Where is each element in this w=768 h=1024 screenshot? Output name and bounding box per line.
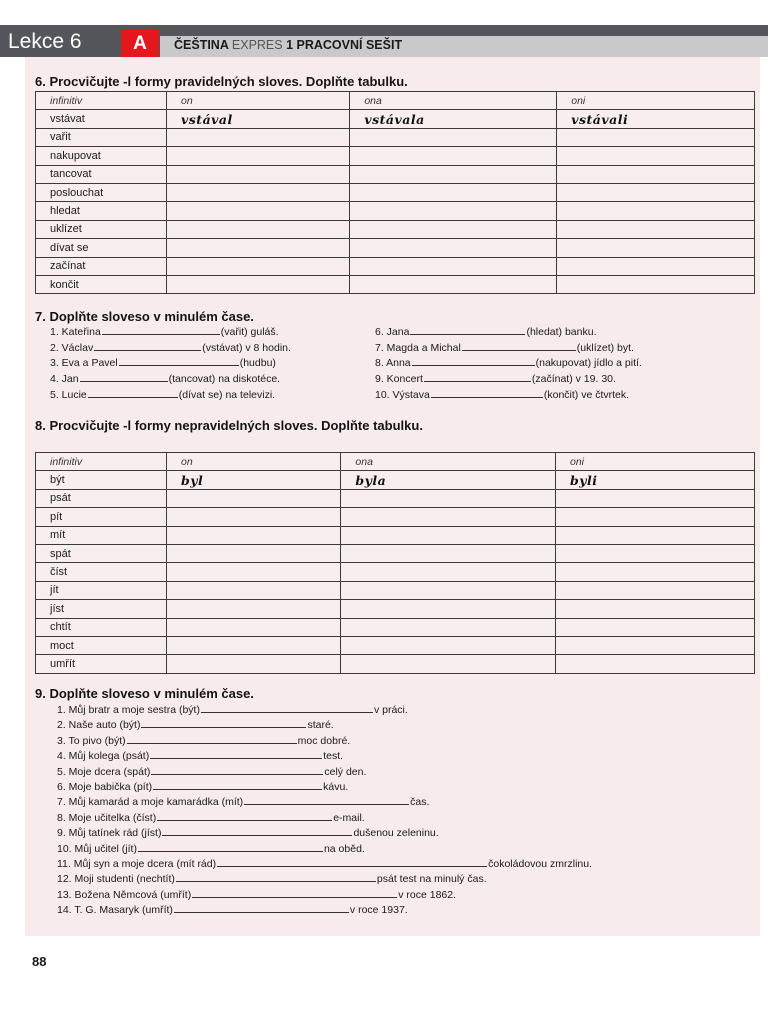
blank-line[interactable] (192, 888, 397, 898)
answer-cell[interactable] (556, 636, 755, 654)
item-hint: test. (323, 750, 344, 763)
answer-cell[interactable] (341, 581, 556, 599)
answer-cell[interactable] (167, 489, 341, 507)
table-row (36, 508, 755, 526)
answer-cell[interactable] (167, 526, 341, 544)
answer-cell[interactable] (557, 128, 755, 146)
blank-line[interactable] (88, 388, 178, 398)
table-row (36, 618, 755, 636)
item-hint: (dívat se) na televizi. (178, 388, 276, 401)
answer-cell[interactable] (350, 165, 557, 183)
item-prompt: 4. Můj kolega (psát) (57, 750, 150, 763)
answer-cell[interactable] (557, 275, 755, 293)
item-hint: (hudbu) (239, 357, 276, 370)
blank-line[interactable] (217, 857, 487, 867)
answer-cell[interactable] (350, 220, 557, 238)
answer-cell[interactable]: vstávala (350, 110, 557, 128)
table-row (36, 489, 755, 507)
ex7-item (50, 388, 275, 401)
item-hint: (vařit) guláš. (220, 326, 279, 338)
ex7-item (375, 388, 629, 401)
ex9-item (57, 888, 456, 901)
answer-cell[interactable] (557, 202, 755, 220)
item-prompt: 10. Výstava (375, 388, 430, 401)
column-header: infinitiv (36, 92, 167, 110)
ex9-item (57, 703, 408, 716)
answer-cell[interactable] (167, 655, 341, 673)
ex6-table (35, 91, 755, 294)
blank-line[interactable] (424, 372, 531, 382)
item-hint: na oběd. (323, 842, 365, 855)
infinitive-cell: číst (36, 563, 167, 581)
answer-cell[interactable] (557, 220, 755, 238)
item-hint: čas. (410, 796, 430, 809)
item-prompt: 1. Můj bratr a moje sestra (být) (57, 704, 200, 716)
blank-line[interactable] (201, 703, 373, 713)
blank-line[interactable] (80, 372, 168, 382)
infinitive-cell: dívat se (36, 239, 167, 257)
item-prompt: 3. To pivo (být) (57, 734, 126, 747)
infinitive-cell: chtít (36, 618, 167, 636)
item-hint: (vstávat) v 8 hodin. (202, 341, 291, 354)
table-row (36, 239, 755, 257)
ex7-item (375, 325, 597, 338)
answer-cell[interactable] (167, 600, 341, 618)
item-prompt: 8. Moje učitelka (číst) (57, 811, 157, 824)
item-prompt: 2. Václav (50, 341, 94, 354)
item-prompt: 3. Eva a Pavel (50, 357, 118, 370)
table-row (36, 275, 755, 293)
ex9-item (57, 795, 429, 808)
blank-line[interactable] (153, 780, 322, 790)
infinitive-cell: nakupovat (36, 147, 167, 165)
ex7-title: 7. Doplňte sloveso v minulém čase. (35, 309, 254, 324)
book-title-light: EXPRES (231, 38, 283, 52)
table-row (36, 636, 755, 654)
item-hint: čokoládovou zmrzlinu. (488, 858, 593, 870)
blank-line[interactable] (157, 811, 332, 821)
infinitive-cell: umřít (36, 655, 167, 673)
item-hint: v práci. (373, 704, 408, 716)
item-prompt: 10. Můj učitel (jít) (57, 842, 137, 855)
book-title-rest: 1 PRACOVNÍ SEŠIT (286, 38, 403, 52)
table-row (36, 655, 755, 673)
answer-cell[interactable]: vstával (167, 110, 350, 128)
book-title-bold: ČEŠTINA (174, 38, 229, 52)
table-header-row (36, 453, 755, 471)
item-hint: (hledat) banku. (526, 326, 597, 338)
answer-cell[interactable] (341, 489, 556, 507)
infinitive-cell: moct (36, 636, 167, 654)
column-header: on (167, 92, 350, 110)
blank-line[interactable] (244, 795, 409, 805)
table-row (36, 165, 755, 183)
answer-cell[interactable] (167, 220, 350, 238)
item-prompt: 2. Naše auto (být) (57, 719, 141, 732)
item-hint: dušenou zeleninu. (353, 827, 439, 840)
blank-line[interactable] (102, 325, 220, 335)
answer-cell[interactable] (557, 257, 755, 275)
item-prompt: 5. Lucie (50, 388, 87, 401)
infinitive-cell: uklízet (36, 220, 167, 238)
item-prompt: 4. Jan (50, 373, 79, 386)
answer-cell[interactable] (341, 600, 556, 618)
infinitive-cell: spát (36, 544, 167, 562)
answer-cell[interactable] (167, 563, 341, 581)
blank-line[interactable] (138, 842, 323, 852)
answer-cell[interactable] (350, 275, 557, 293)
ex6-title: 6. Procvičujte -l formy pravidelných sloves. Doplňte tabulku. (35, 74, 408, 89)
answer-cell[interactable] (167, 183, 350, 201)
infinitive-cell: poslouchat (36, 183, 167, 201)
blank-line[interactable] (151, 765, 323, 775)
answer-cell[interactable] (167, 257, 350, 275)
answer-cell[interactable] (341, 636, 556, 654)
infinitive-cell: vařit (36, 128, 167, 146)
answer-cell[interactable] (350, 257, 557, 275)
item-hint: v roce 1862. (398, 888, 457, 901)
table-row (36, 563, 755, 581)
blank-line[interactable] (174, 903, 349, 913)
item-hint: moc dobré. (297, 734, 351, 747)
item-prompt: 5. Moje dcera (spát) (57, 765, 151, 778)
answer-cell[interactable] (556, 655, 755, 673)
answer-cell[interactable] (341, 563, 556, 581)
answer-cell[interactable] (556, 526, 755, 544)
infinitive-cell: mít (36, 526, 167, 544)
answer-cell[interactable] (167, 544, 341, 562)
item-prompt: 7. Magda a Michal (375, 341, 461, 354)
infinitive-cell: jít (36, 581, 167, 599)
answer-cell[interactable] (556, 489, 755, 507)
blank-line[interactable] (141, 718, 306, 728)
infinitive-cell: psát (36, 489, 167, 507)
blank-line[interactable] (462, 341, 576, 351)
ex8-table (35, 452, 755, 674)
ex9-item (57, 780, 348, 793)
ex9-item (57, 765, 366, 778)
blank-line[interactable] (150, 749, 322, 759)
table-row (36, 183, 755, 201)
blank-line[interactable] (127, 734, 297, 744)
item-prompt: 8. Anna (375, 357, 411, 370)
item-hint: staré. (307, 719, 334, 732)
column-header: on (167, 453, 341, 471)
item-hint: e-mail. (333, 811, 365, 824)
ex7-item (50, 372, 280, 385)
answer-cell[interactable] (341, 526, 556, 544)
ex7-item (50, 325, 279, 338)
item-hint: (končit) ve čtvrtek. (543, 388, 630, 401)
answer-cell[interactable] (350, 128, 557, 146)
column-header: oni (556, 453, 755, 471)
table-row (36, 220, 755, 238)
answer-cell[interactable]: byli (556, 471, 755, 489)
ex7-item (50, 341, 291, 354)
column-header: oni (557, 92, 755, 110)
table-row (36, 581, 755, 599)
item-prompt: 12. Moji studenti (nechtít) (57, 873, 175, 886)
item-prompt: 13. Božena Němcová (umřít) (57, 888, 192, 901)
ex8-title: 8. Procvičujte -l formy nepravidelných sloves. Doplňte tabulku. (35, 418, 423, 433)
item-hint: (začínat) v 19. 30. (531, 373, 616, 386)
table-row (36, 471, 755, 489)
section-badge: A (121, 29, 159, 57)
table-row (36, 202, 755, 220)
answer-cell[interactable]: vstávali (557, 110, 755, 128)
table-row (36, 600, 755, 618)
answer-cell[interactable] (341, 544, 556, 562)
answer-cell[interactable] (167, 128, 350, 146)
ex9-item (57, 826, 439, 839)
answer-cell[interactable] (167, 618, 341, 636)
answer-cell[interactable] (167, 239, 350, 257)
table-row (36, 128, 755, 146)
item-prompt: 6. Jana (375, 326, 410, 338)
lesson-label: Lekce 6 (8, 30, 82, 53)
item-hint: (tancovat) na diskotéce. (168, 373, 281, 386)
column-header: ona (341, 453, 556, 471)
answer-cell[interactable] (556, 600, 755, 618)
answer-cell[interactable] (556, 581, 755, 599)
item-prompt: 14. T. G. Masaryk (umřít) (57, 904, 173, 917)
column-header: infinitiv (36, 453, 167, 471)
infinitive-cell: pít (36, 508, 167, 526)
ex7-item (50, 356, 276, 369)
answer-cell[interactable] (167, 147, 350, 165)
answer-cell[interactable] (341, 508, 556, 526)
column-header: ona (350, 92, 557, 110)
answer-cell[interactable] (167, 165, 350, 183)
infinitive-cell: hledat (36, 202, 167, 220)
item-hint: (uklízet) byt. (576, 341, 634, 354)
answer-cell[interactable] (167, 275, 350, 293)
item-prompt: 9. Koncert (375, 373, 423, 386)
item-hint: v roce 1937. (349, 904, 408, 917)
blank-line[interactable] (119, 356, 239, 366)
infinitive-cell: tancovat (36, 165, 167, 183)
table-row (36, 147, 755, 165)
ex9-item (57, 749, 343, 762)
answer-cell[interactable] (557, 165, 755, 183)
ex9-title: 9. Doplňte sloveso v minulém čase. (35, 686, 254, 701)
answer-cell[interactable] (556, 508, 755, 526)
blank-line[interactable] (410, 325, 525, 335)
answer-cell[interactable] (167, 581, 341, 599)
ex9-item (57, 734, 350, 747)
answer-cell[interactable] (557, 147, 755, 165)
blank-line[interactable] (176, 872, 376, 882)
answer-cell[interactable] (350, 239, 557, 257)
blank-line[interactable] (431, 388, 543, 398)
item-hint: celý den. (324, 765, 367, 778)
answer-cell[interactable] (556, 618, 755, 636)
infinitive-cell: končit (36, 275, 167, 293)
blank-line[interactable] (162, 826, 352, 836)
ex9-item (57, 811, 365, 824)
answer-cell[interactable] (167, 202, 350, 220)
answer-cell[interactable] (557, 239, 755, 257)
table-row (36, 110, 755, 128)
answer-cell[interactable]: byl (167, 471, 341, 489)
item-prompt: 9. Můj tatínek rád (jíst) (57, 827, 162, 840)
table-row (36, 544, 755, 562)
item-prompt: 11. Můj syn a moje dcera (mít rád) (57, 858, 217, 870)
answer-cell[interactable] (556, 544, 755, 562)
answer-cell[interactable] (350, 202, 557, 220)
ex9-item (57, 718, 334, 731)
book-title (174, 38, 402, 52)
answer-cell[interactable] (556, 563, 755, 581)
page-number: 88 (32, 954, 47, 969)
ex9-item (57, 903, 408, 916)
item-hint: (nakupovat) jídlo a pití. (535, 357, 642, 370)
infinitive-cell: jíst (36, 600, 167, 618)
answer-cell[interactable] (167, 636, 341, 654)
answer-cell[interactable] (341, 655, 556, 673)
answer-cell[interactable]: byla (341, 471, 556, 489)
answer-cell[interactable] (167, 508, 341, 526)
blank-line[interactable] (94, 341, 201, 351)
item-hint: kávu. (323, 781, 349, 793)
item-prompt: 6. Moje babička (pít) (57, 781, 153, 793)
infinitive-cell: být (36, 471, 167, 489)
answer-cell[interactable] (341, 618, 556, 636)
ex9-item (57, 857, 592, 870)
infinitive-cell: začínat (36, 257, 167, 275)
answer-cell[interactable] (557, 183, 755, 201)
table-row (36, 526, 755, 544)
ex7-item (375, 356, 642, 369)
answer-cell[interactable] (350, 183, 557, 201)
ex9-item (57, 872, 487, 885)
item-prompt: 7. Můj kamarád a moje kamarádka (mít) (57, 796, 244, 809)
item-hint: psát test na minulý čas. (376, 873, 487, 886)
blank-line[interactable] (412, 356, 535, 366)
item-prompt: 1. Kateřina (50, 326, 101, 338)
answer-cell[interactable] (350, 147, 557, 165)
table-row (36, 257, 755, 275)
infinitive-cell: vstávat (36, 110, 167, 128)
ex7-item (375, 341, 634, 354)
ex9-item (57, 842, 365, 855)
ex7-item (375, 372, 616, 385)
table-header-row (36, 92, 755, 110)
